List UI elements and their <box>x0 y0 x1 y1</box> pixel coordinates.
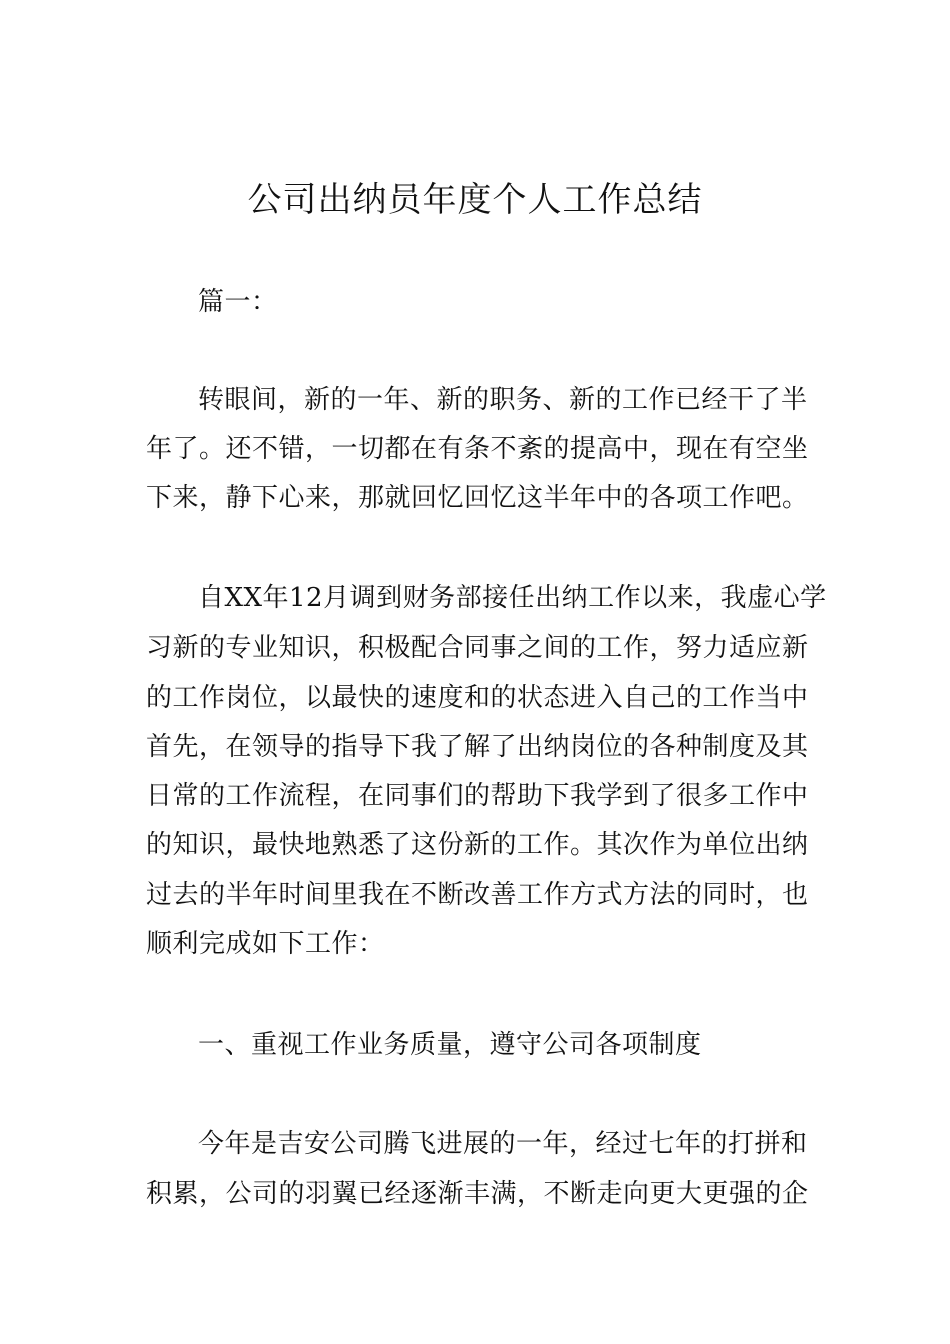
paragraph-2-line-4: 首先，在领导的指导下我了解了出纳岗位的各种制度及其 <box>146 732 809 762</box>
paragraph-2-line-5: 日常的工作流程，在同事们的帮助下我学到了很多工作中 <box>146 781 809 811</box>
paragraph-3-line-1: 今年是吉安公司腾飞进展的一年，经过七年的打拼和 <box>198 1129 808 1159</box>
paragraph-2-line-8: 顺利完成如下工作： <box>146 929 385 959</box>
section-label: 篇一： <box>198 287 278 317</box>
paragraph-3-line-2: 积累，公司的羽翼已经逐渐丰满，不断走向更大更强的企 <box>146 1179 809 1209</box>
paragraph-2-line-1: 自XX年12月调到财务部接任出纳工作以来，我虚心学 <box>198 583 827 613</box>
paragraph-1-line-2: 年了。还不错，一切都在有条不紊的提高中，现在有空坐 <box>146 434 809 464</box>
paragraph-1-line-3: 下来，静下心来，那就回忆回忆这半年中的各项工作吧。 <box>146 483 809 513</box>
paragraph-2-line-6: 的知识，最快地熟悉了这份新的工作。其次作为单位出纳 <box>146 830 809 860</box>
paragraph-2-line-7: 过去的半年时间里我在不断改善工作方式方法的同时，也 <box>146 880 809 910</box>
paragraph-2-line-2: 习新的专业知识，积极配合同事之间的工作，努力适应新 <box>146 633 809 663</box>
document-title: 公司出纳员年度个人工作总结 <box>247 180 703 220</box>
paragraph-1-line-1: 转眼间，新的一年、新的职务、新的工作已经干了半 <box>198 385 808 415</box>
section-heading-1: 一、重视工作业务质量，遵守公司各项制度 <box>198 1030 702 1060</box>
paragraph-2-line-3: 的工作岗位，以最快的速度和的状态进入自己的工作当中 <box>146 683 809 713</box>
